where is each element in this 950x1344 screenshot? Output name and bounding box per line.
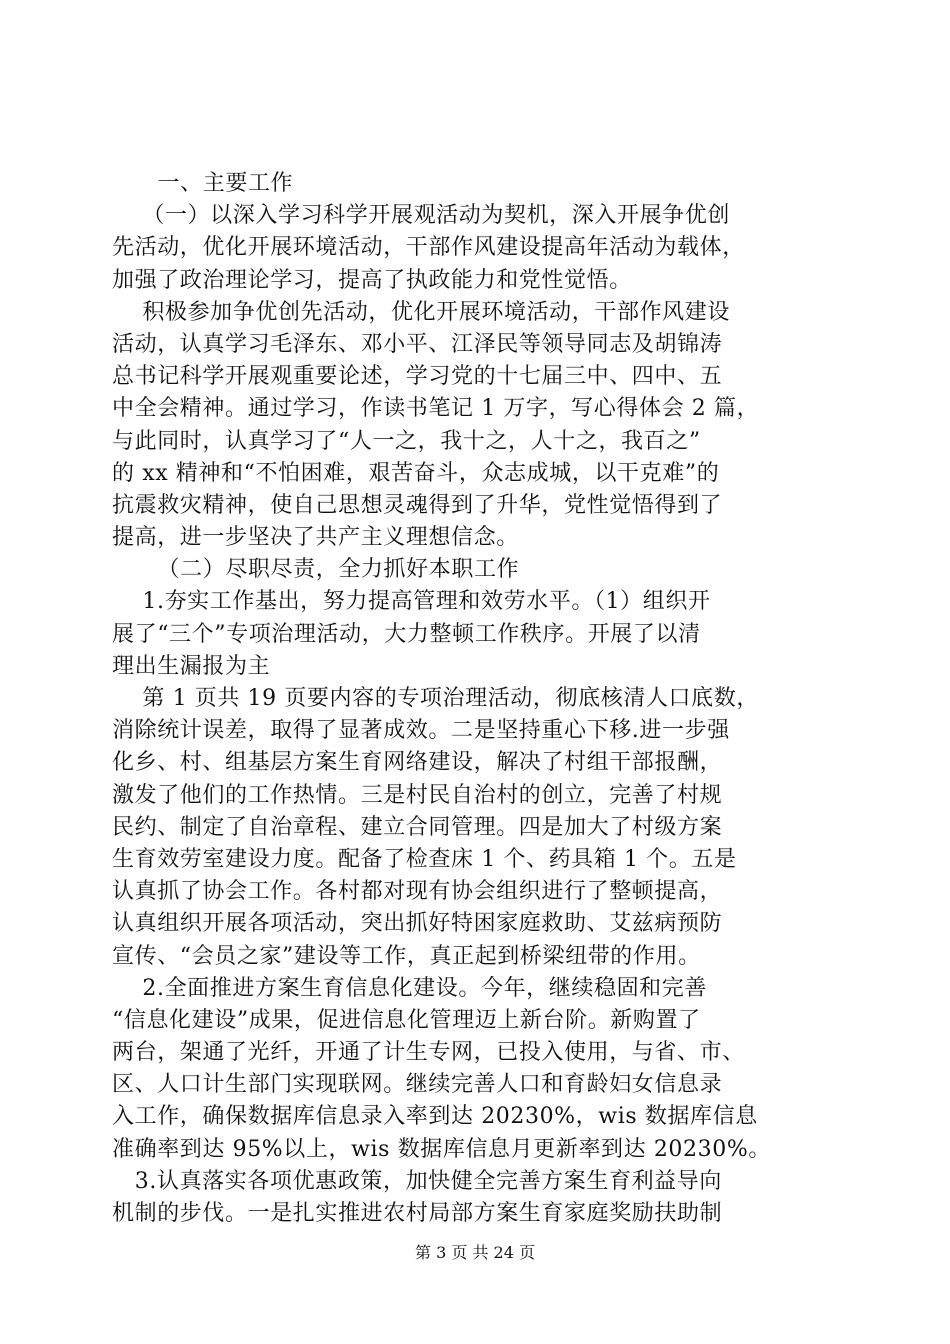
text-line: 提高，进一步坚决了共产主义理想信念。	[112, 525, 519, 551]
text-line: 展了“三个”专项治理活动，大力整顿工作秩序。开展了以清	[112, 621, 701, 647]
text-line: 一、主要工作	[112, 171, 294, 196]
text-line: 生育效劳室建设力度。配备了检查床 1 个、药具箱 1 个。五是	[112, 846, 737, 872]
text-line: 化乡、村、组基层方案生育网络建设，解决了村组干部报酬，	[112, 750, 723, 776]
text-line: 宣传、“会员之家”建设等工作，真正起到桥梁纽带的作用。	[112, 943, 701, 969]
text-line: 激发了他们的工作热情。三是村民自治村的创立，完善了村规	[112, 782, 723, 808]
text-line: 3.认真落实各项优惠政策，加快健全完善方案生育利益导向	[112, 1168, 722, 1194]
text-line: 的 xx 精神和“不怕困难，艰苦奋斗，众志成城，以干克难”的	[112, 460, 720, 486]
text-line: 中全会精神。通过学习，作读书笔记 1 万字，写心得体会 2 篇，	[112, 396, 760, 422]
text-line: 消除统计误差，取得了显著成效。二是坚持重心下移.进一步强	[112, 718, 730, 744]
text-line: 活动，认真学习毛泽东、邓小平、江泽民等领导同志及胡锦涛	[112, 331, 723, 357]
page-footer: 第 3 页 共 24 页	[415, 1243, 535, 1262]
text-line: 1.夯实工作基出，努力提高管理和效劳水平。（1）组织开	[112, 589, 711, 615]
text-line: 2.全面推进方案生育信息化建设。今年，继续稳固和完善	[112, 975, 707, 1001]
text-line: 两台，架通了光纤，开通了计生专网，已投入使用，与省、市、	[112, 1040, 745, 1066]
text-line: （二）尽职尽责，全力抓好本职工作	[112, 557, 520, 583]
text-line: 加强了政治理论学习，提高了执政能力和党性觉悟。	[112, 267, 632, 293]
text-line: “信息化建设”成果，促进信息化管理迈上新台阶。新购置了	[112, 1007, 701, 1033]
text-line: 先活动，优化开展环境活动，干部作风建设提高年活动为载体，	[112, 235, 745, 261]
text-line: 准确率到达 95%以上，wis 数据库信息月更新率到达 20230%。	[112, 1136, 771, 1162]
text-line: 入工作，确保数据库信息录入率到达 20230%，wis 数据库信息	[112, 1104, 758, 1130]
text-line: 认真组织开展各项活动，突出抓好特困家庭救助、艾兹病预防	[112, 911, 723, 937]
text-line: 与此同时，认真学习了“人一之，我十之，人十之，我百之”	[112, 428, 701, 454]
text-line: 抗震救灾精神，使自己思想灵魂得到了升华，党性觉悟得到了	[112, 492, 723, 518]
text-line: 积极参加争优创先活动，优化开展环境活动，干部作风建设	[112, 299, 730, 325]
text-line: 机制的步伐。一是扎实推进农村局部方案生育家庭奖励扶助制	[112, 1201, 723, 1226]
text-line: 区、人口计生部门实现联网。继续完善人口和育龄妇女信息录	[112, 1072, 723, 1098]
text-line: 总书记科学开展观重要论述，学习党的十七届三中、四中、五	[112, 364, 723, 390]
text-line: 第 1 页共 19 页要内容的专项治理活动，彻底核清人口底数，	[112, 686, 759, 711]
text-line: 理出生漏报为主	[112, 653, 271, 679]
text-line: （一）以深入学习科学开展观活动为契机，深入开展争优创	[112, 203, 730, 229]
body-text	[112, 168, 842, 1230]
text-line: 认真抓了协会工作。各村都对现有协会组织进行了整顿提高，	[112, 879, 723, 905]
text-line: 民约、制定了自治章程、建立合同管理。四是加大了村级方案	[112, 814, 723, 840]
